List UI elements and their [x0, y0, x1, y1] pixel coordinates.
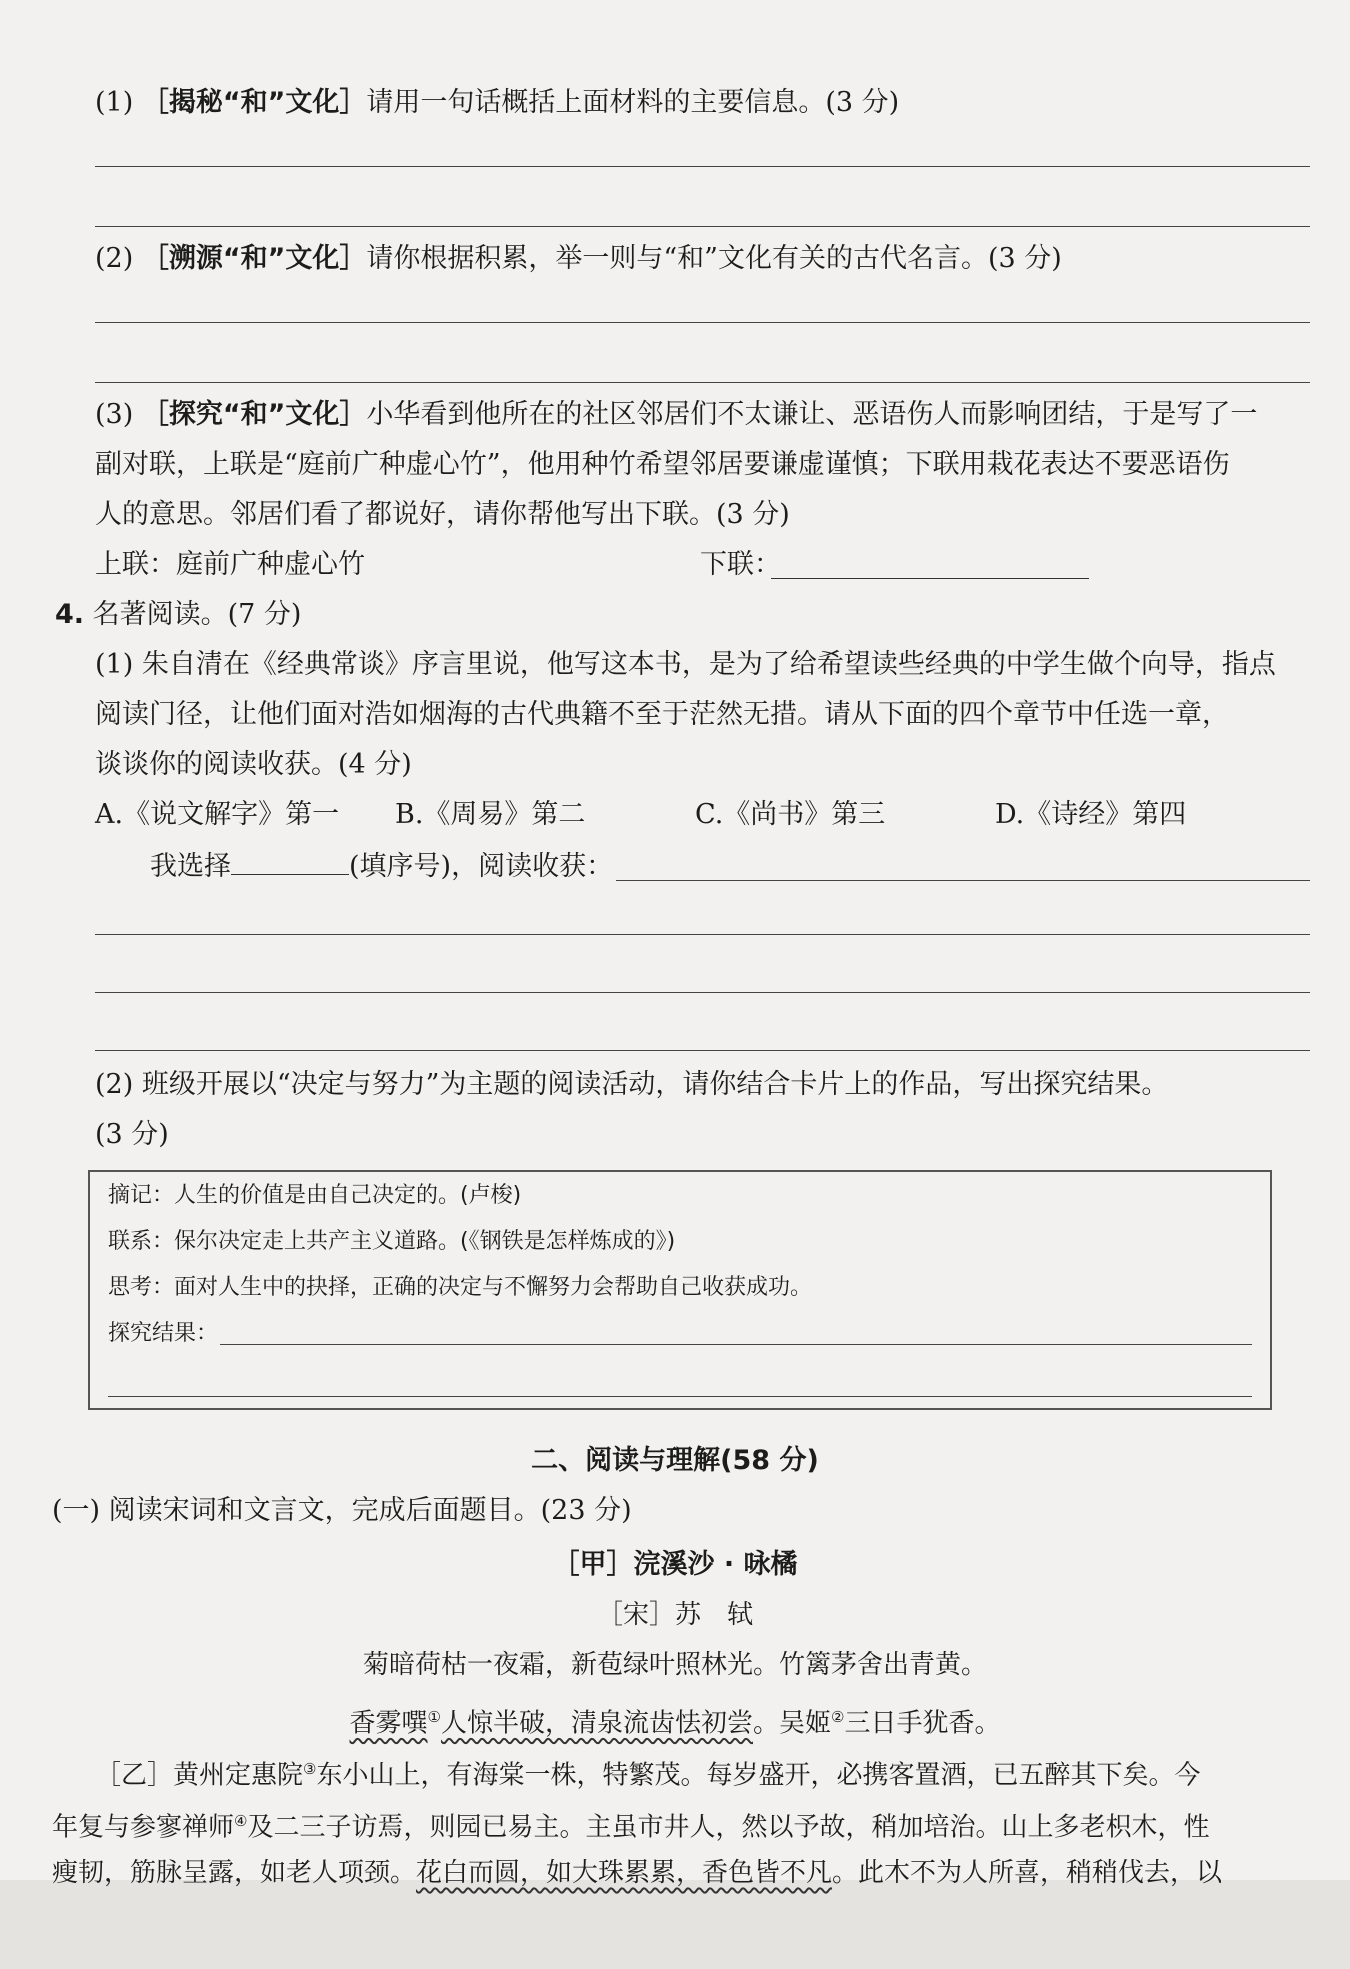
- card-result-label: 探究结果：: [108, 1321, 219, 1346]
- prose-text: 及二三子访焉，则园已易主。主虽市井人，然以予故，稍加培治。山上多老枳木，性: [247, 1812, 1210, 1843]
- option-d: D.《诗经》第四: [995, 799, 1187, 830]
- q4-part2-line2: (3 分): [95, 1119, 169, 1150]
- q3-part3-tag: ［探究“和”文化］: [141, 399, 367, 430]
- choose-label: 我选择: [150, 851, 231, 882]
- q3-part3-text: 小华看到他所在的社区邻居们不太谦让、恶语伤人而影响团结，于是写了一: [366, 399, 1258, 430]
- card-thinking: 思考：面对人生中的抉择，正确的决定与不懈努力会帮助自己收获成功。: [108, 1275, 813, 1300]
- q4-part1-line3: 谈谈你的阅读收获。(4 分): [95, 749, 412, 780]
- prose-line-3: [52, 1856, 1310, 1890]
- answer-line[interactable]: [95, 934, 1310, 935]
- lower-couplet-blank[interactable]: [771, 552, 1089, 579]
- card-connection: 联系：保尔决定走上共产主义道路。(《钢铁是怎样炼成的》): [108, 1229, 676, 1254]
- q4-heading: [55, 598, 1310, 632]
- prose-text: 东小山上，有海棠一株，特繁茂。每岁盛开，必携客置酒，已五醉其下矣。今: [316, 1760, 1201, 1791]
- option-a: A.《说文解字》第一: [95, 799, 340, 830]
- q3-part1-tag: ［揭秘“和”文化］: [141, 87, 367, 118]
- answer-line[interactable]: [95, 322, 1310, 323]
- poem-wavy-part2: 人惊半破，清泉流齿怯初尝: [440, 1708, 753, 1739]
- q3-part3-number: (3): [95, 399, 134, 430]
- reading-card: [88, 1170, 1272, 1410]
- poem-end: 三日手犹香。: [844, 1708, 1001, 1739]
- q3-part1: [95, 86, 1310, 120]
- q4-part2-line1: (2) 班级开展以“决定与努力”为主题的阅读活动，请你结合卡片上的作品，写出探究结果。: [95, 1069, 1169, 1100]
- choice-blank[interactable]: [231, 848, 349, 875]
- prose-text: 年复与参寥禅师: [52, 1812, 235, 1843]
- q4-part1-line1: (1) 朱自清在《经典常谈》序言里说，他写这本书，是为了给希望读些经典的中学生做个向导，指点: [95, 649, 1276, 680]
- card-excerpt: 摘记：人生的价值是由自己决定的。(卢梭): [108, 1183, 522, 1208]
- footnote-4: ④: [234, 1812, 248, 1830]
- poem-author: ［宋］苏 轼: [596, 1600, 753, 1630]
- section-heading: 二、阅读与理解(58 分): [531, 1445, 819, 1476]
- poem-title: ［甲］浣溪沙 · 咏橘: [552, 1549, 798, 1580]
- poem-line-2: [0, 1700, 1350, 1741]
- option-b: B.《周易》第二: [395, 799, 586, 830]
- card-answer-line[interactable]: [220, 1344, 1252, 1345]
- lower-couplet-label: 下联：: [700, 549, 781, 580]
- footnote-3: ③: [303, 1760, 317, 1778]
- choose-suffix: (填序号)，阅读收获：: [349, 851, 614, 882]
- upper-couplet: 上联：庭前广种虚心竹: [95, 549, 365, 580]
- poem-mid: 。吴姬: [753, 1708, 832, 1739]
- answer-line[interactable]: [95, 166, 1310, 167]
- couplet-row: [95, 548, 1310, 582]
- answer-line[interactable]: [95, 992, 1310, 993]
- q4-number: 4.: [55, 599, 85, 630]
- answer-line[interactable]: [95, 226, 1310, 227]
- footnote-2: ②: [831, 1708, 845, 1726]
- prose-label: ［乙］黄州定惠院: [95, 1760, 304, 1791]
- q3-part3-line2: 副对联，上联是“庭前广种虚心竹”，他用种竹希望邻居要谦虚谨慎；下联用栽花表达不要恶语伤: [95, 449, 1230, 480]
- q3-part2: [95, 242, 1310, 276]
- prose-text: 瘦韧，筋脉呈露，如老人项颈。: [52, 1858, 417, 1888]
- answer-line[interactable]: [95, 382, 1310, 383]
- q4-part1-line2: 阅读门径，让他们面对浩如烟海的古代典籍不至于茫然无措。请从下面的四个章节中任选一章，: [95, 699, 1229, 730]
- q3-part3-line3: 人的意思。邻居们看了都说好，请你帮他写出下联。(3 分): [95, 499, 790, 530]
- card-answer-line[interactable]: [108, 1396, 1252, 1397]
- prose-text: 。此木不为人所喜，稍稍伐去，以: [832, 1858, 1223, 1888]
- q3-part3-line1: [95, 398, 1310, 432]
- option-c: C.《尚书》第三: [695, 799, 886, 830]
- footnote-1: ①: [427, 1708, 441, 1726]
- poem-line-1: 菊暗荷枯一夜霜，新苞绿叶照林光。竹篱茅舍出青黄。: [362, 1650, 987, 1680]
- q3-part1-text: 请用一句话概括上面材料的主要信息。(3 分): [366, 87, 900, 118]
- q3-part2-tag: ［溯源“和”文化］: [141, 243, 367, 274]
- bottom-shadow: [0, 1880, 1350, 1969]
- choose-row: [150, 848, 1310, 884]
- q3-part1-number: (1): [95, 87, 134, 118]
- answer-line[interactable]: [616, 880, 1310, 881]
- q3-part2-number: (2): [95, 243, 134, 274]
- section-instruction: (一) 阅读宋词和文言文，完成后面题目。(23 分): [52, 1495, 632, 1526]
- prose-line-2: [52, 1804, 1310, 1845]
- q4-title: 名著阅读。(7 分): [92, 599, 302, 630]
- answer-line[interactable]: [95, 1050, 1310, 1051]
- prose-line-1: [95, 1752, 1310, 1793]
- poem-wavy-part1: 香雾噀: [349, 1708, 428, 1739]
- q3-part2-text: 请你根据积累，举一则与“和”文化有关的古代名言。(3 分): [366, 243, 1062, 274]
- prose-wavy: 花白而圆，如大珠累累，香色皆不凡: [416, 1858, 833, 1888]
